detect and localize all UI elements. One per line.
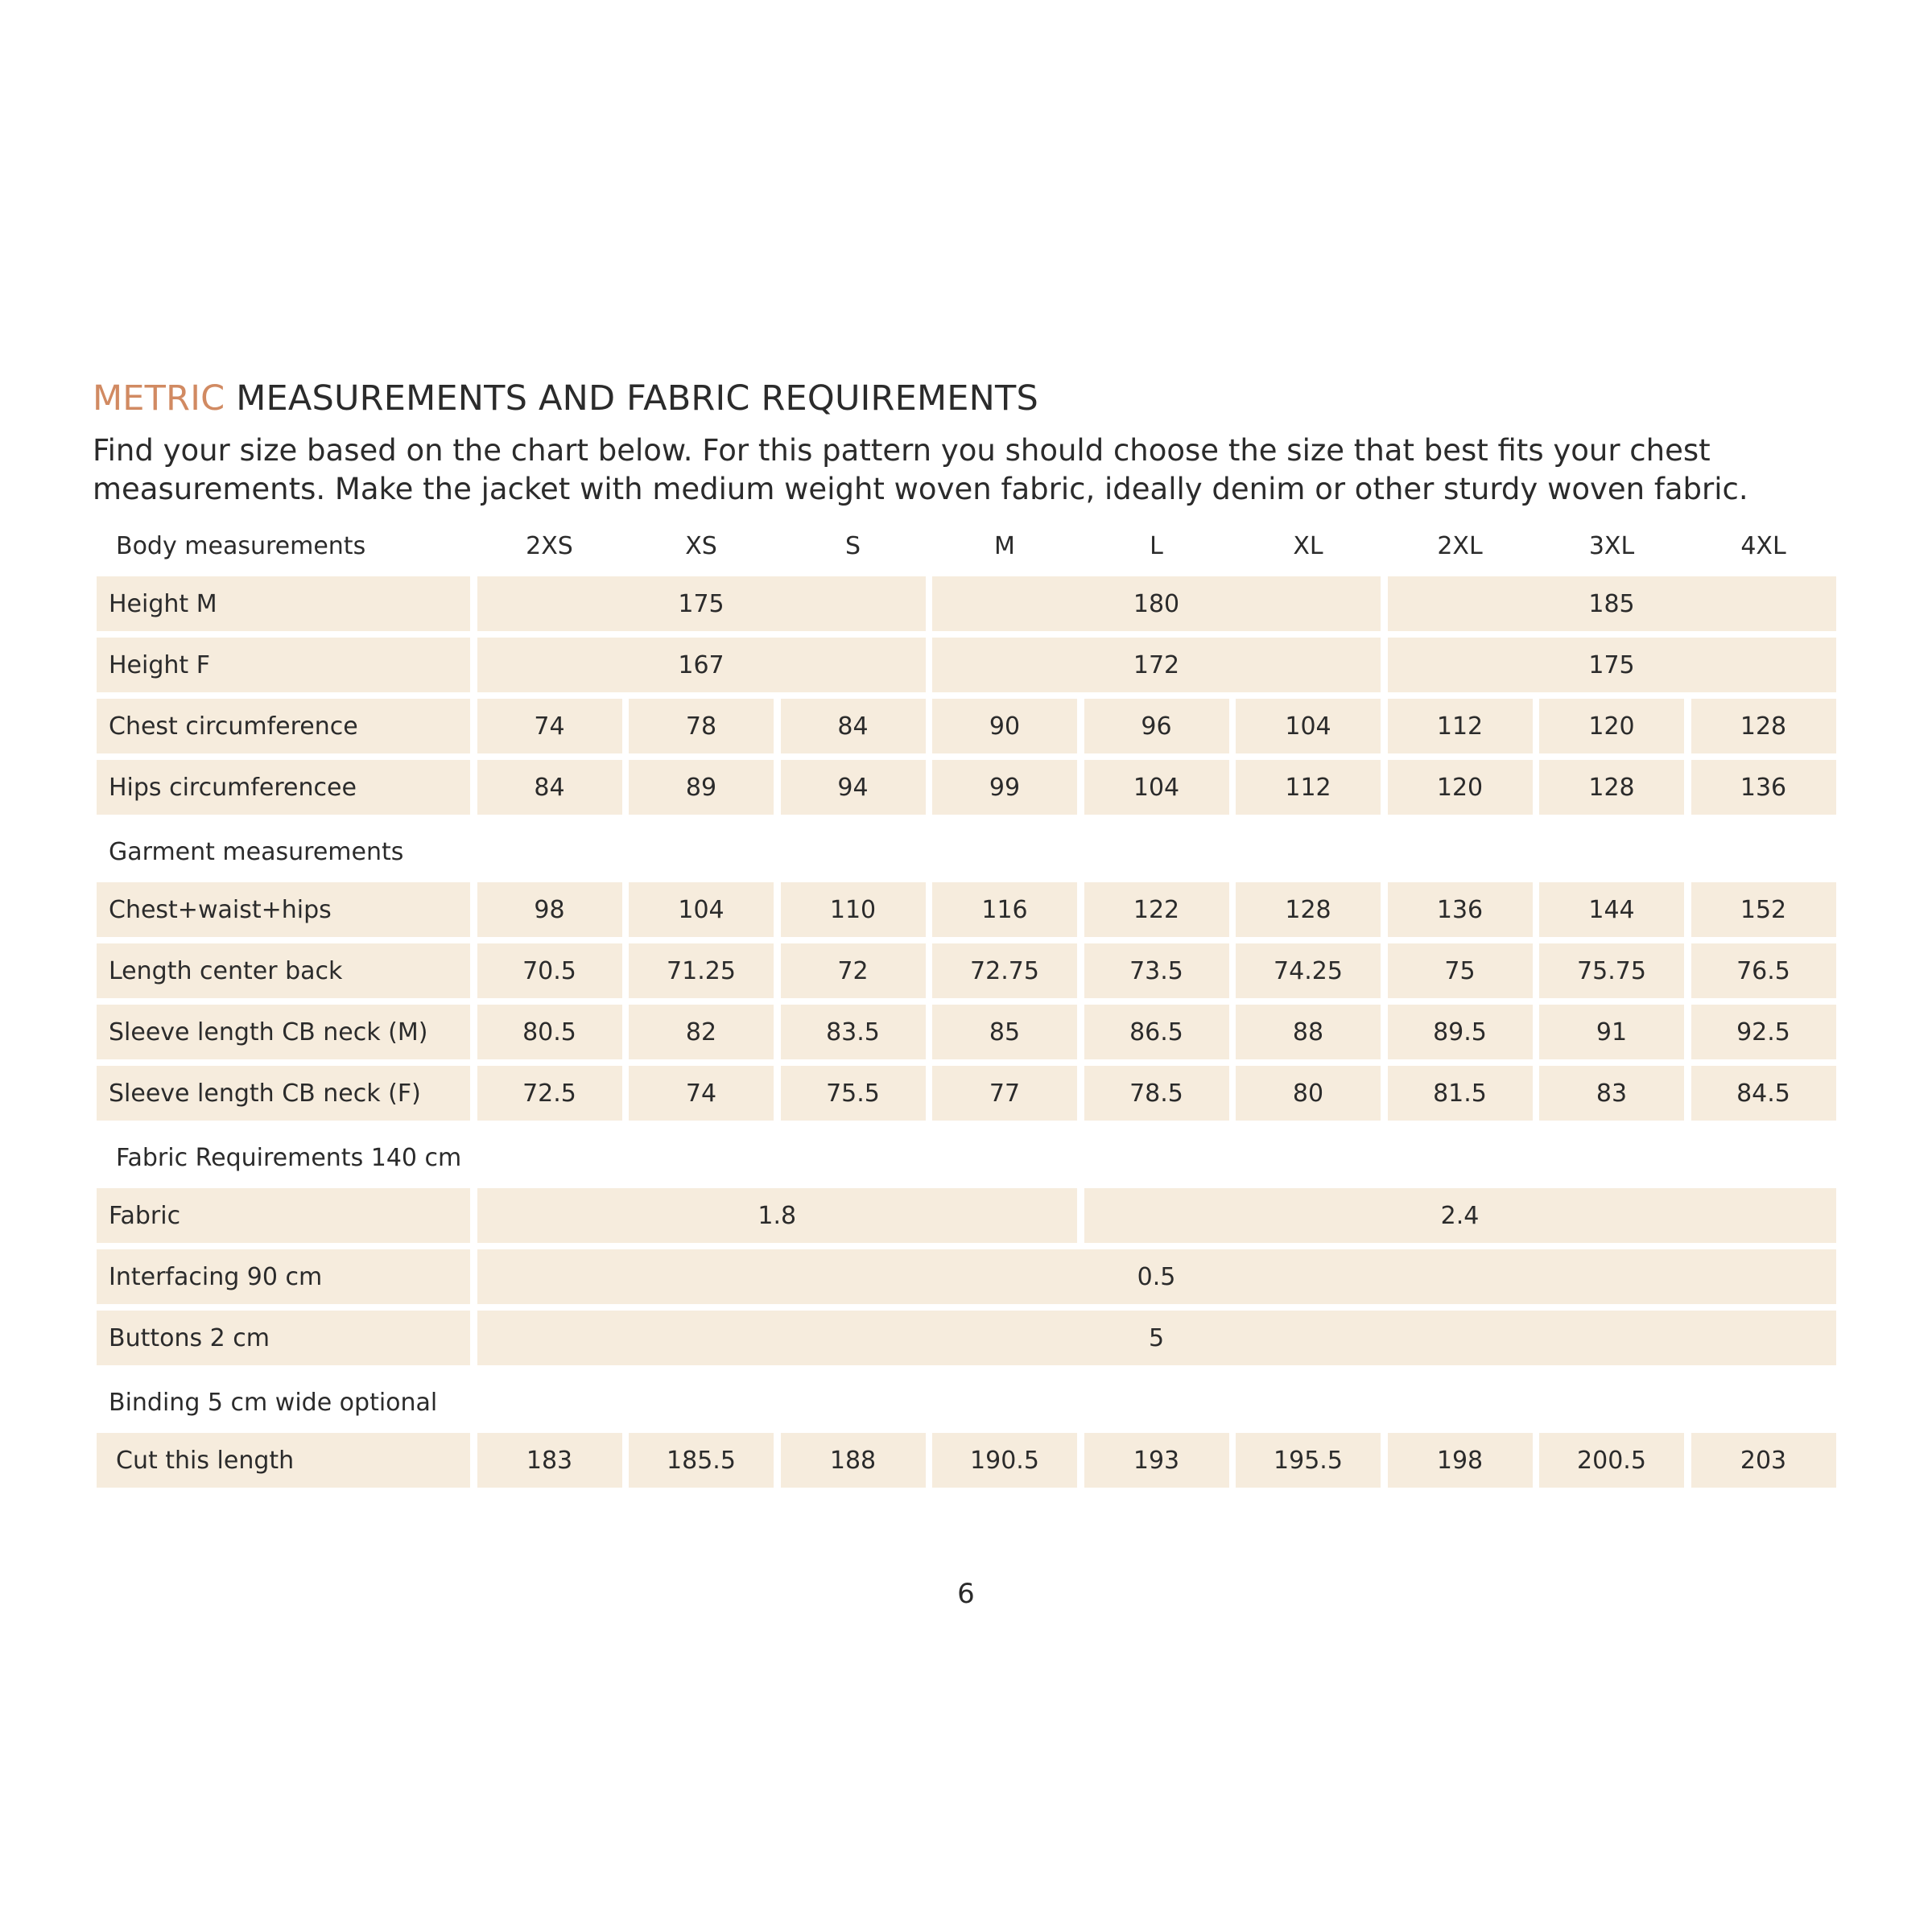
section-title: Garment measurements [109, 837, 404, 866]
value-cell: 86.5 [1084, 1005, 1229, 1059]
value-cell: 83 [1539, 1066, 1684, 1121]
value-cell: 84 [477, 760, 622, 815]
value-cell: 2.4 [1084, 1188, 1836, 1243]
value-cell: 104 [629, 882, 774, 937]
value-cell: 120 [1388, 760, 1533, 815]
value-cell: 96 [1084, 699, 1229, 753]
size-header-row [97, 515, 1835, 576]
row-label: Height F [97, 638, 470, 692]
value-cell: 84 [781, 699, 926, 753]
table-row [97, 882, 1835, 937]
row-label: Sleeve length CB neck (F) [97, 1066, 470, 1121]
table-row [97, 699, 1835, 753]
value-cell: 188 [781, 1433, 926, 1488]
table-row [97, 1433, 1835, 1488]
title-text: MEASUREMENTS AND FABRIC REQUIREMENTS [236, 378, 1038, 419]
table-row [97, 576, 1835, 631]
value-cell: 85 [932, 1005, 1077, 1059]
value-cell: 136 [1691, 760, 1836, 815]
section-title: Fabric Requirements 140 cm [116, 1143, 462, 1172]
value-cell: 116 [932, 882, 1077, 937]
row-label: Length center back [97, 943, 470, 998]
row-label: Hips circumferencee [97, 760, 470, 815]
value-cell: 74 [477, 699, 622, 753]
size-header: 2XS [526, 531, 573, 560]
title-accent: METRIC [93, 378, 225, 419]
size-header: XL [1293, 531, 1323, 560]
value-cell: 80.5 [477, 1005, 622, 1059]
page-number: 6 [957, 1578, 975, 1610]
value-cell: 112 [1388, 699, 1533, 753]
row-label: Cut this length [97, 1433, 470, 1488]
row-label: Interfacing 90 cm [97, 1249, 470, 1304]
intro-line: Find your size based on the chart below. For this pattern you should choose the size that best fits your chest [93, 433, 1711, 468]
size-header: S [844, 531, 861, 560]
value-cell: 74.25 [1236, 943, 1381, 998]
value-cell: 110 [781, 882, 926, 937]
value-cell: 98 [477, 882, 622, 937]
section-title: Body measurements [116, 531, 366, 560]
table-row [97, 1188, 1835, 1243]
value-cell: 198 [1388, 1433, 1533, 1488]
value-cell: 84.5 [1691, 1066, 1836, 1121]
value-cell: 104 [1084, 760, 1229, 815]
value-cell: 75.75 [1539, 943, 1684, 998]
row-label: Height M [97, 576, 470, 631]
value-cell: 78 [629, 699, 774, 753]
value-cell: 195.5 [1236, 1433, 1381, 1488]
value-cell: 76.5 [1691, 943, 1836, 998]
row-label: Chest circumference [97, 699, 470, 753]
value-cell: 99 [932, 760, 1077, 815]
size-header: M [994, 531, 1015, 560]
value-cell: 185 [1388, 576, 1836, 631]
row-label: Fabric [97, 1188, 470, 1243]
value-cell: 144 [1539, 882, 1684, 937]
table-row [97, 760, 1835, 815]
value-cell: 82 [629, 1005, 774, 1059]
value-cell: 83.5 [781, 1005, 926, 1059]
value-cell: 70.5 [477, 943, 622, 998]
value-cell: 90 [932, 699, 1077, 753]
table-row [97, 638, 1835, 692]
size-header: 2XL [1437, 531, 1483, 560]
value-cell: 88 [1236, 1005, 1381, 1059]
value-cell: 200.5 [1539, 1433, 1684, 1488]
value-cell: 78.5 [1084, 1066, 1229, 1121]
table-row [97, 943, 1835, 998]
size-header: 4XL [1740, 531, 1786, 560]
value-cell: 72.75 [932, 943, 1077, 998]
value-cell: 120 [1539, 699, 1684, 753]
value-cell: 1.8 [477, 1188, 1078, 1243]
value-cell: 75.5 [781, 1066, 926, 1121]
value-cell: 80 [1236, 1066, 1381, 1121]
value-cell: 74 [629, 1066, 774, 1121]
value-cell: 175 [1388, 638, 1836, 692]
table-row [97, 1066, 1835, 1121]
value-cell: 94 [781, 760, 926, 815]
value-cell: 72.5 [477, 1066, 622, 1121]
value-cell: 128 [1539, 760, 1684, 815]
value-cell: 89 [629, 760, 774, 815]
value-cell: 104 [1236, 699, 1381, 753]
measurement-table [97, 515, 1835, 1494]
value-cell: 92.5 [1691, 1005, 1836, 1059]
value-cell: 72 [781, 943, 926, 998]
value-cell: 152 [1691, 882, 1836, 937]
value-cell: 73.5 [1084, 943, 1229, 998]
value-cell: 136 [1388, 882, 1533, 937]
value-cell: 112 [1236, 760, 1381, 815]
value-cell: 75 [1388, 943, 1533, 998]
size-header: L [1150, 531, 1163, 560]
intro-line: measurements. Make the jacket with medium weight woven fabric, ideally denim or other sturdy woven fabric. [93, 472, 1748, 506]
value-cell: 180 [932, 576, 1381, 631]
value-cell: 190.5 [932, 1433, 1077, 1488]
size-header: 3XL [1588, 531, 1635, 560]
table-row [97, 1311, 1835, 1365]
table-row [97, 1249, 1835, 1304]
value-cell: 175 [477, 576, 926, 631]
row-label: Buttons 2 cm [97, 1311, 470, 1365]
value-cell: 183 [477, 1433, 622, 1488]
value-cell: 167 [477, 638, 926, 692]
value-cell: 71.25 [629, 943, 774, 998]
section-title: Binding 5 cm wide optional [109, 1388, 438, 1417]
value-cell: 128 [1236, 882, 1381, 937]
value-cell: 77 [932, 1066, 1077, 1121]
value-cell: 81.5 [1388, 1066, 1533, 1121]
value-cell: 185.5 [629, 1433, 774, 1488]
row-label: Sleeve length CB neck (M) [97, 1005, 470, 1059]
row-label: Chest+waist+hips [97, 882, 470, 937]
value-cell: 89.5 [1388, 1005, 1533, 1059]
intro-paragraph [93, 431, 1864, 509]
value-cell: 91 [1539, 1005, 1684, 1059]
value-cell: 5 [477, 1311, 1836, 1365]
value-cell: 172 [932, 638, 1381, 692]
size-header: XS [685, 531, 717, 560]
value-cell: 203 [1691, 1433, 1836, 1488]
value-cell: 122 [1084, 882, 1229, 937]
value-cell: 128 [1691, 699, 1836, 753]
table-row [97, 1005, 1835, 1059]
value-cell: 193 [1084, 1433, 1229, 1488]
page-title [93, 378, 1038, 419]
value-cell: 0.5 [477, 1249, 1836, 1304]
